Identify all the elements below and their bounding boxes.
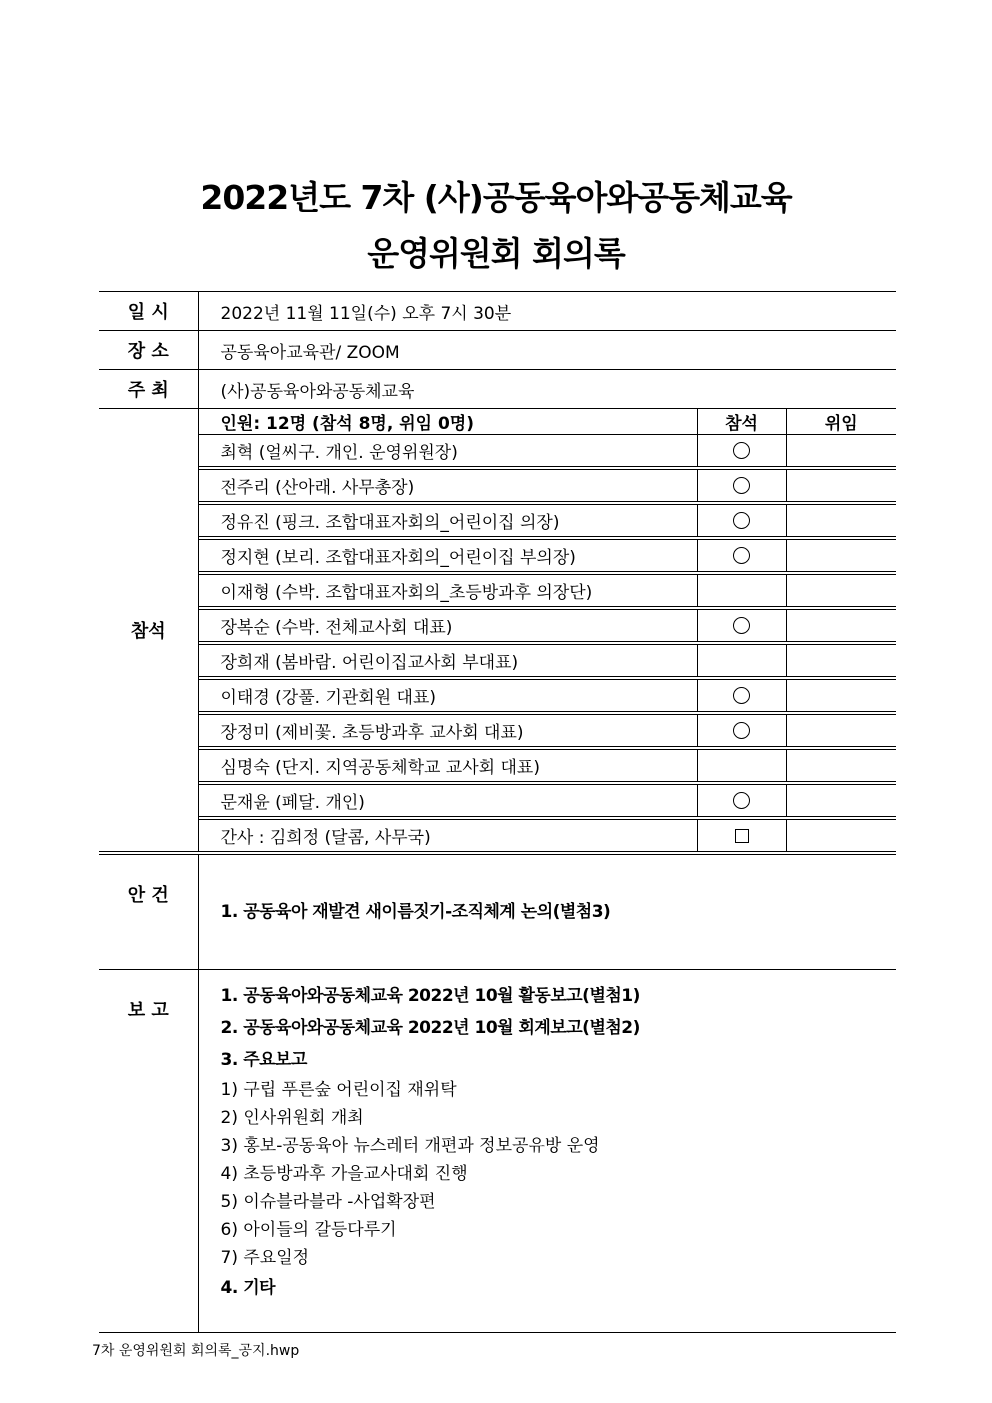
present-circle-icon [733,687,750,704]
report-sub-items [221,1076,897,1272]
present-cell [697,818,786,851]
place-value: 공동육아교육관/ ZOOM [198,331,896,370]
member-name: 장복순 (수박. 전체교사회 대표) [199,608,698,643]
report-item-2: 2. 공동육아와공동체교육 2022년 10월 회계보고(별첨2) [220,1018,640,1038]
member-name: 문재윤 (페달. 개인) [199,783,698,818]
agenda-row [99,853,896,970]
report-item-3: 3. 주요보고 [220,1050,307,1070]
proxy-cell [786,608,896,643]
present-cell [697,783,786,818]
proxy-cell [786,748,896,783]
report-sub-item: 3) 홍보-공동육아 뉴스레터 개편과 정보공유방 운영 [220,1136,600,1156]
date-label: 일 시 [99,292,198,331]
present-cell [697,713,786,748]
report-sub-item: 2) 인사위원회 개최 [220,1108,364,1128]
member-row [199,818,897,851]
proxy-cell [786,573,896,608]
member-row [199,573,897,608]
checkbox-square-icon [735,829,749,843]
present-circle-icon [733,477,750,494]
present-cell [697,678,786,713]
proxy-cell [786,435,896,469]
present-circle-icon [733,547,750,564]
report-sub-item: 6) 아이들의 갈등다루기 [220,1220,397,1240]
report-label: 보 고 [99,970,198,1333]
proxy-cell [786,713,896,748]
member-row [199,503,897,538]
member-row [199,435,897,469]
date-row [99,292,896,331]
present-circle-icon [733,722,750,739]
present-cell [697,748,786,783]
proxy-cell [786,468,896,503]
proxy-cell [786,643,896,678]
present-cell [697,435,786,469]
member-name: 최혁 (얼씨구. 개인. 운영위원장) [199,435,698,469]
report-sub-item: 1) 구립 푸른숲 어린이집 재위탁 [220,1080,457,1100]
member-name: 장희재 (봄바람. 어린이집교사회 부대표) [199,643,698,678]
attendance-header [199,409,897,435]
place-label: 장 소 [99,331,198,370]
member-row [199,748,897,783]
present-cell [697,468,786,503]
member-name: 심명숙 (단지. 지역공동체학교 교사회 대표) [199,748,698,783]
attendance-row [99,409,896,854]
agenda-item: 1. 공동육아 재발견 새이름짓기-조직체계 논의(별첨3) [220,902,611,922]
host-label: 주 최 [99,370,198,409]
report-item-4: 4. 기타 [220,1278,276,1298]
host-row [99,370,896,409]
date-value: 2022년 11월 11일(수) 오후 7시 30분 [198,292,896,331]
place-row [99,331,896,370]
present-cell [697,643,786,678]
present-circle-icon [733,512,750,529]
file-name-footer: 7차 운영위원회 회의록_공지.hwp [92,1343,300,1359]
attendance-label: 참석 [99,409,198,854]
present-column-header: 참석 [697,409,786,435]
member-name: 이재형 (수박. 조합대표자회의_초등방과후 의장단) [199,573,698,608]
member-row [199,643,897,678]
present-cell [697,503,786,538]
doc-title-line1: 2022년도 7차 (사)공동육아와공동체교육 [200,178,792,217]
proxy-cell [786,818,896,851]
member-name: 정유진 (핑크. 조합대표자회의_어린이집 의장) [199,503,698,538]
attendance-table [199,409,897,851]
report-row [99,970,896,1333]
attendance-summary: 인원: 12명 (참석 8명, 위임 0명) [199,409,698,435]
member-row [199,713,897,748]
member-name: 전주리 (산아래. 사무총장) [199,468,698,503]
host-value: (사)공동육아와공동체교육 [198,370,896,409]
report-item-1: 1. 공동육아와공동체교육 2022년 10월 활동보고(별첨1) [220,986,640,1006]
report-sub-item: 7) 주요일정 [220,1248,310,1268]
present-circle-icon [733,617,750,634]
member-name: 장정미 (제비꽃. 초등방과후 교사회 대표) [199,713,698,748]
present-cell [697,573,786,608]
proxy-cell [786,538,896,573]
member-row [199,468,897,503]
member-name: 이태경 (강풀. 기관회원 대표) [199,678,698,713]
minutes-table [99,291,896,1333]
report-sub-item: 4) 초등방과후 가을교사대회 진행 [220,1164,468,1184]
present-cell [697,538,786,573]
proxy-cell [786,783,896,818]
present-circle-icon [733,442,750,459]
member-name: 정지현 (보리. 조합대표자회의_어린이집 부의장) [199,538,698,573]
proxy-column-header: 위임 [786,409,896,435]
present-cell [697,608,786,643]
report-list [221,970,897,1304]
member-row [199,538,897,573]
present-circle-icon [733,792,750,809]
member-row [199,783,897,818]
member-name: 간사 : 김희정 (달콤, 사무국) [220,828,431,848]
proxy-cell [786,503,896,538]
proxy-cell [786,678,896,713]
doc-title-line2: 운영위원회 회의록 [367,234,625,273]
member-row [199,678,897,713]
agenda-label: 안 건 [99,853,198,970]
member-row [199,608,897,643]
report-sub-item: 5) 이슈블라블라 -사업확장편 [220,1192,436,1212]
